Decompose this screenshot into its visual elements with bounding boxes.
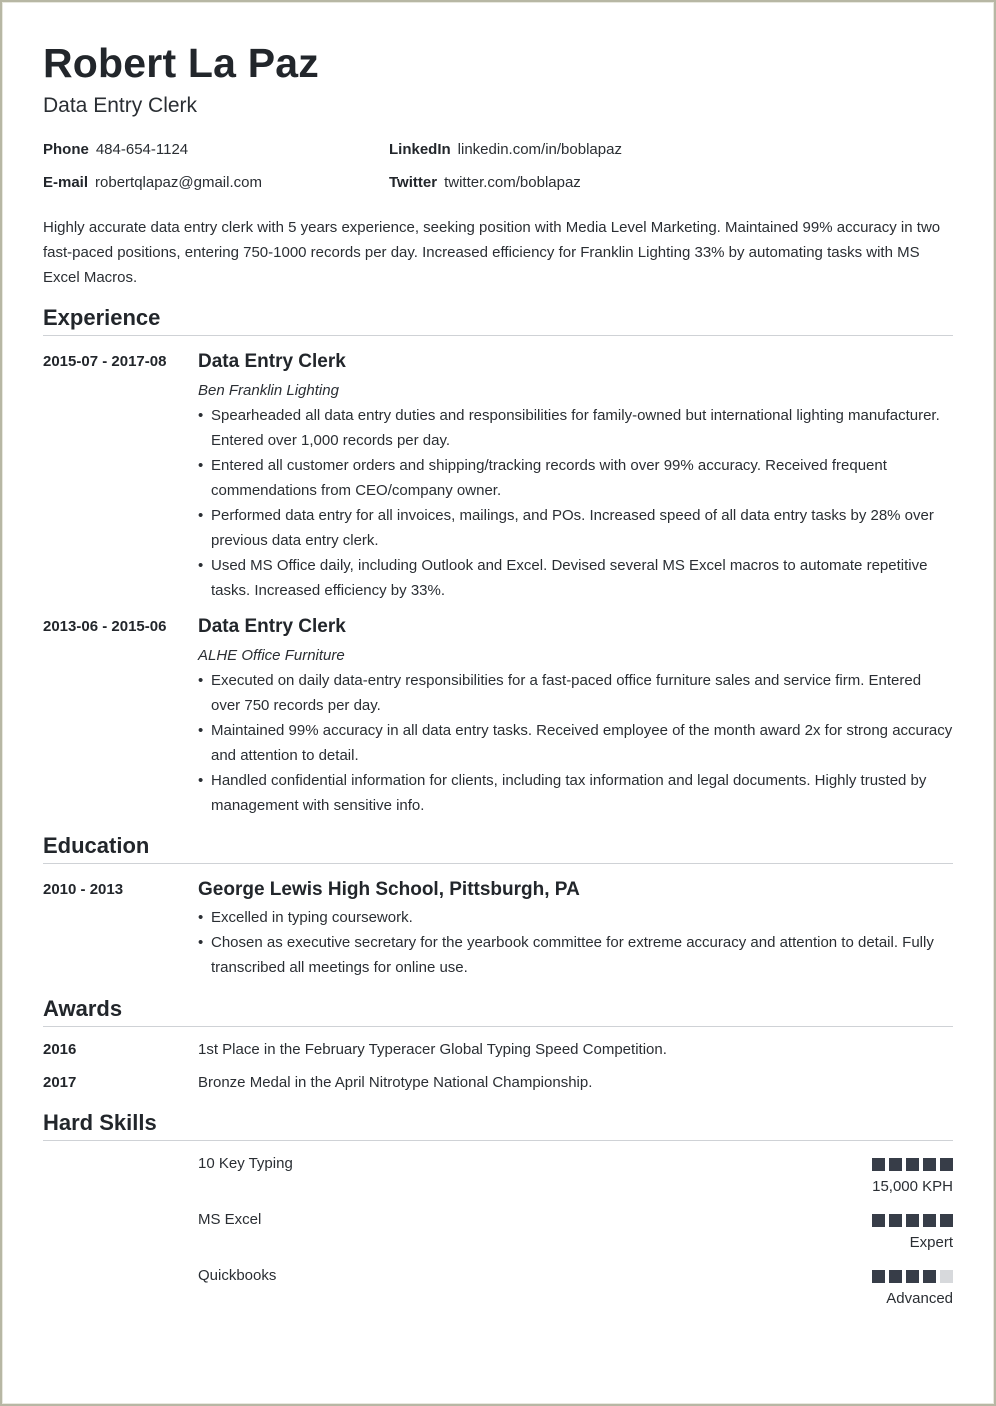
skill-rating (872, 1158, 953, 1171)
contact-linkedin (389, 141, 622, 158)
job-title: Data Entry Clerk (198, 351, 346, 372)
list-item: • Executed on daily data-entry responsibilities for a fast-paced office furniture sales and service firm. Entered over 750 records per day. (198, 668, 953, 718)
rating-square-filled (906, 1270, 919, 1283)
job-dates: 2015-07 - 2017-08 (43, 353, 167, 370)
skill-name: MS Excel (198, 1211, 262, 1228)
twitter-label: Twitter (389, 174, 438, 191)
job-title: Data Entry Clerk (198, 616, 346, 637)
awards-section (43, 996, 953, 1027)
skill-entry (43, 1155, 953, 1205)
contact-twitter (389, 174, 581, 191)
rating-square-filled (906, 1158, 919, 1171)
section-heading: Awards (43, 996, 953, 1027)
rating-square-filled (940, 1158, 953, 1171)
linkedin-value[interactable]: linkedin.com/in/boblapaz (457, 141, 622, 158)
rating-square-filled (889, 1158, 902, 1171)
skill-level: 15,000 KPH (872, 1178, 953, 1195)
job-company: ALHE Office Furniture (198, 647, 345, 664)
rating-square-filled (872, 1214, 885, 1227)
linkedin-label: LinkedIn (389, 141, 451, 158)
education-bullets (198, 905, 953, 980)
rating-square-filled (940, 1214, 953, 1227)
skill-entry (43, 1211, 953, 1261)
list-item: • Performed data entry for all invoices, mailings, and POs. Increased speed of all data entry tasks by 28% over previous data entry clerk. (198, 503, 953, 553)
section-heading: Experience (43, 305, 953, 336)
award-text: Bronze Medal in the April Nitrotype National Championship. (198, 1074, 593, 1091)
award-year: 2016 (43, 1041, 77, 1058)
list-item: • Chosen as executive secretary for the yearbook committee for extreme accuracy and attention to detail. Fully transcribed all meetings for online use. (198, 930, 953, 980)
award-year: 2017 (43, 1074, 77, 1091)
candidate-name: Robert La Paz (43, 40, 319, 86)
phone-value: 484-654-1124 (95, 141, 189, 158)
job-company: Ben Franklin Lighting (198, 382, 339, 399)
job-dates: 2013-06 - 2015-06 (43, 618, 167, 635)
list-item: • Entered all customer orders and shipping/tracking records with over 99% accuracy. Received frequent commendations from CEO/company owner. (198, 453, 953, 503)
skill-name: 10 Key Typing (198, 1155, 293, 1172)
rating-square-filled (889, 1270, 902, 1283)
skill-rating (872, 1270, 953, 1283)
rating-square-filled (923, 1270, 936, 1283)
list-item: • Excelled in typing coursework. (198, 905, 953, 930)
list-item: • Maintained 99% accuracy in all data entry tasks. Received employee of the month award 2x for strong accuracy and attention to detail. (198, 718, 953, 768)
rating-square-filled (889, 1214, 902, 1227)
job-bullets (198, 403, 953, 603)
rating-square-filled (872, 1158, 885, 1171)
list-item: • Used MS Office daily, including Outlook and Excel. Devised several MS Excel macros to automate repetitive tasks. Increased efficiency by 33%. (198, 553, 953, 603)
section-heading: Hard Skills (43, 1110, 953, 1141)
education-section (43, 833, 953, 864)
rating-square-empty (940, 1270, 953, 1283)
skill-level: Advanced (886, 1290, 953, 1307)
rating-square-filled (906, 1214, 919, 1227)
list-item: • Handled confidential information for clients, including tax information and legal documents. Highly trusted by management with sensitive info. (198, 768, 953, 818)
award-text: 1st Place in the February Typeracer Global Typing Speed Competition. (198, 1041, 667, 1058)
contact-email (43, 174, 262, 191)
twitter-value[interactable]: twitter.com/boblapaz (444, 174, 581, 191)
phone-label: Phone (43, 141, 89, 158)
contact-phone (43, 141, 188, 158)
rating-square-filled (872, 1270, 885, 1283)
skill-rating (872, 1214, 953, 1227)
school-name: George Lewis High School, Pittsburgh, PA (198, 879, 580, 900)
job-bullets (198, 668, 953, 818)
education-dates: 2010 - 2013 (43, 881, 124, 898)
profile-summary: Highly accurate data entry clerk with 5 years experience, seeking position with Media Level Marketing. Maintained 99% accuracy in two fast-paced positions, entering 750-1000 records per day. Increased efficiency for Franklin Lighting 33% by automating tasks with MS Excel Macros. (43, 219, 941, 286)
email-label: E-mail (43, 174, 89, 191)
skill-name: Quickbooks (198, 1267, 277, 1284)
skill-level: Expert (909, 1234, 953, 1251)
section-heading: Education (43, 833, 953, 864)
email-value[interactable]: robertqlapaz@gmail.com (95, 174, 262, 191)
candidate-title: Data Entry Clerk (43, 94, 198, 117)
rating-square-filled (923, 1158, 936, 1171)
skill-entry (43, 1267, 953, 1317)
rating-square-filled (923, 1214, 936, 1227)
list-item: • Spearheaded all data entry duties and responsibilities for family-owned but international lighting manufacturer. Entered over 1,000 records per day. (198, 403, 953, 453)
skills-section (43, 1110, 953, 1141)
experience-section (43, 305, 953, 336)
